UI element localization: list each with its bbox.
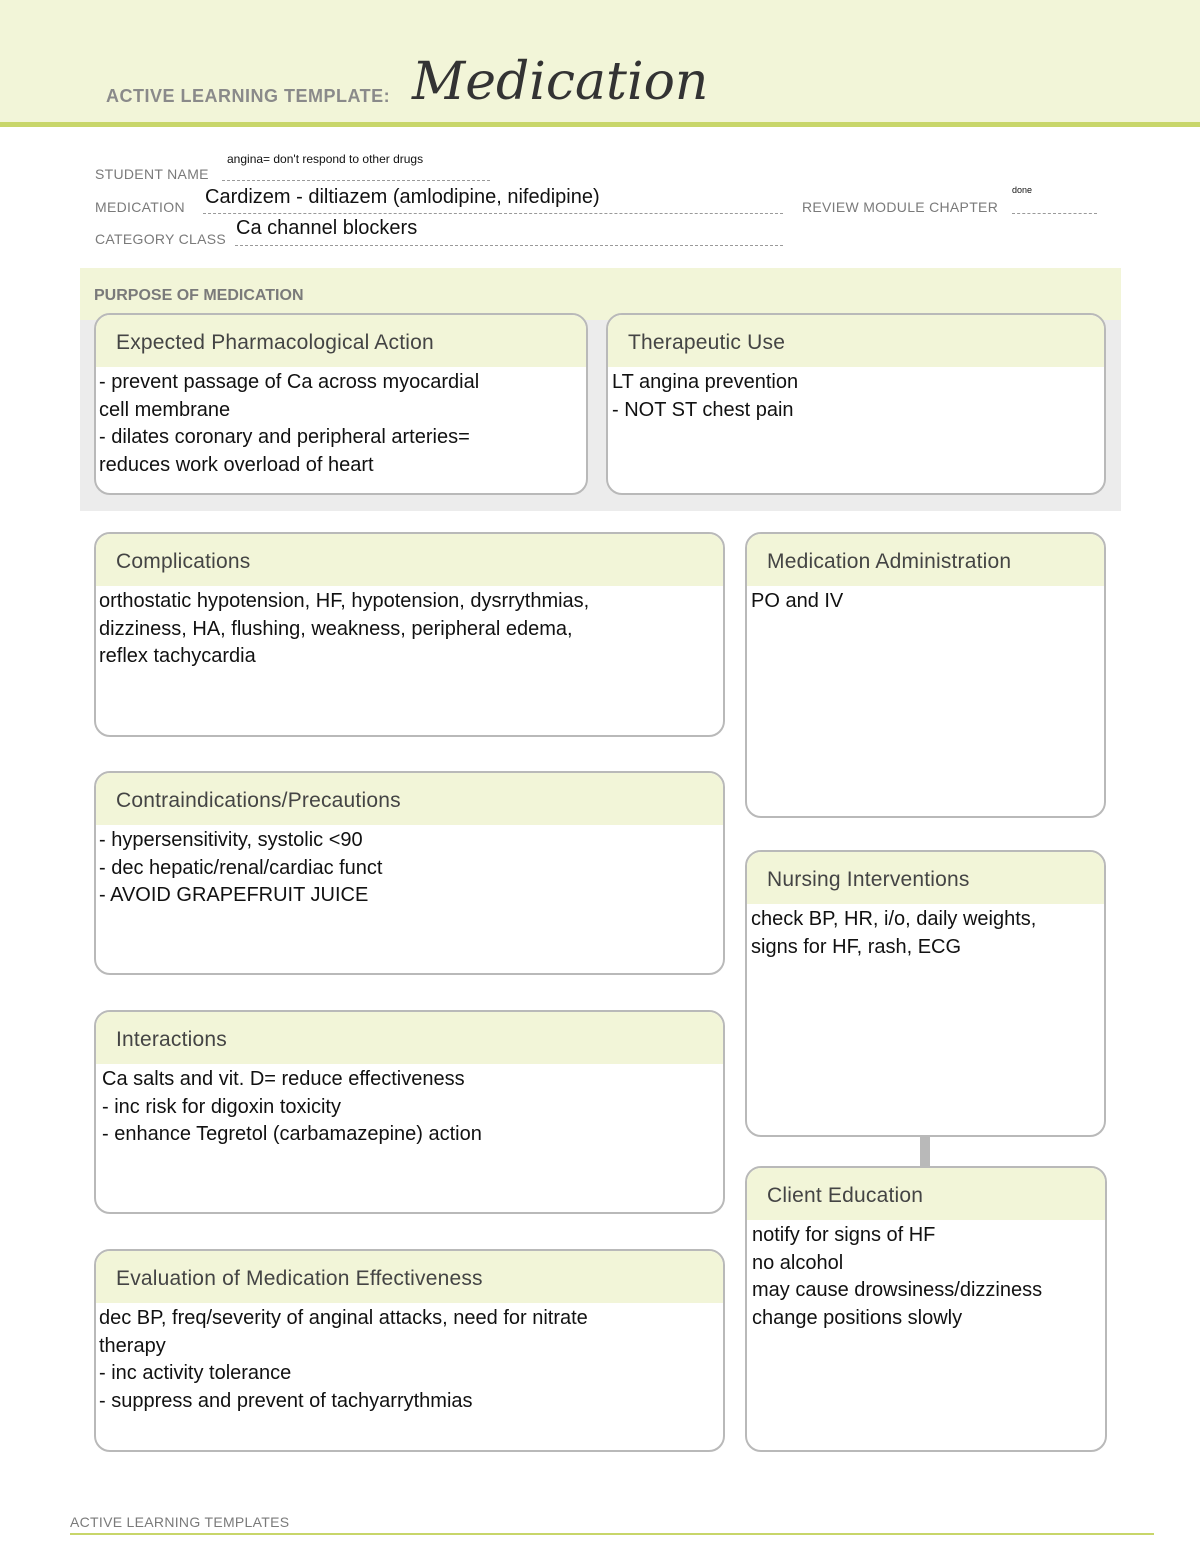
student-name-line[interactable] bbox=[222, 180, 490, 181]
review-chapter-label: REVIEW MODULE CHAPTER bbox=[802, 199, 999, 215]
category-class-value: Ca channel blockers bbox=[236, 217, 418, 239]
category-class-label: CATEGORY CLASS bbox=[95, 231, 227, 247]
expected-action-line: - prevent passage of Ca across myocardial bbox=[99, 371, 480, 393]
administration-title: Medication Administration bbox=[747, 534, 1104, 586]
expected-action-line: cell membrane bbox=[99, 398, 231, 421]
student-name-label: STUDENT NAME bbox=[95, 166, 209, 182]
header-banner bbox=[0, 0, 1200, 127]
medication-value: Cardizem - diltiazem (amlodipine, nifedipine) bbox=[205, 186, 600, 208]
administration-body bbox=[747, 586, 1104, 616]
medication-line[interactable] bbox=[203, 213, 783, 214]
administration-line: PO and IV bbox=[751, 590, 844, 612]
evaluation-line: therapy bbox=[99, 1334, 166, 1357]
evaluation-body bbox=[96, 1303, 723, 1415]
expected-action-line: reduces work overload of heart bbox=[99, 453, 374, 476]
nursing-interventions-box bbox=[745, 850, 1106, 1137]
client-education-box bbox=[745, 1166, 1107, 1452]
footer-divider bbox=[70, 1533, 1154, 1535]
box-connector bbox=[920, 1136, 930, 1166]
nursing-interventions-line: check BP, HR, i/o, daily weights, bbox=[751, 908, 1037, 930]
client-education-body bbox=[747, 1220, 1105, 1332]
therapeutic-use-body bbox=[608, 367, 1104, 424]
evaluation-line: - inc activity tolerance bbox=[99, 1362, 292, 1384]
nursing-interventions-line: signs for HF, rash, ECG bbox=[751, 935, 962, 958]
contraindications-line: - hypersensitivity, systolic <90 bbox=[99, 829, 363, 851]
purpose-label: PURPOSE OF MEDICATION bbox=[94, 287, 304, 304]
client-education-title: Client Education bbox=[747, 1168, 1105, 1220]
review-chapter-value: done bbox=[1012, 185, 1033, 195]
complications-line: orthostatic hypotension, HF, hypotension, dysrrythmias, bbox=[99, 590, 590, 612]
interactions-title: Interactions bbox=[96, 1012, 723, 1064]
client-education-line: change positions slowly bbox=[752, 1306, 963, 1329]
expected-action-body bbox=[96, 367, 586, 479]
category-class-line[interactable] bbox=[235, 245, 783, 246]
expected-action-line: - dilates coronary and peripheral arteries= bbox=[99, 426, 470, 448]
client-education-line: may cause drowsiness/dizziness bbox=[752, 1279, 1043, 1301]
contraindications-body bbox=[96, 825, 723, 910]
therapeutic-use-title: Therapeutic Use bbox=[608, 315, 1104, 367]
contraindications-box bbox=[94, 771, 725, 975]
therapeutic-use-box bbox=[606, 313, 1106, 495]
nursing-interventions-body bbox=[747, 904, 1104, 961]
contraindications-title: Contraindications/Precautions bbox=[96, 773, 723, 825]
therapeutic-use-line: - NOT ST chest pain bbox=[612, 398, 794, 421]
complications-box bbox=[94, 532, 725, 737]
interactions-body bbox=[96, 1064, 723, 1149]
complications-title: Complications bbox=[96, 534, 723, 586]
complications-line: reflex tachycardia bbox=[99, 645, 256, 667]
footer-label: ACTIVE LEARNING TEMPLATES bbox=[70, 1514, 290, 1530]
nursing-interventions-title: Nursing Interventions bbox=[747, 852, 1104, 904]
evaluation-title: Evaluation of Medication Effectiveness bbox=[96, 1251, 723, 1303]
client-education-line: notify for signs of HF bbox=[752, 1224, 936, 1246]
administration-box bbox=[745, 532, 1106, 818]
contraindications-line: - dec hepatic/renal/cardiac funct bbox=[99, 856, 383, 879]
therapeutic-use-line: LT angina prevention bbox=[612, 371, 799, 393]
review-chapter-line[interactable] bbox=[1012, 213, 1097, 214]
client-education-line: no alcohol bbox=[752, 1251, 844, 1274]
interactions-line: - enhance Tegretol (carbamazepine) action bbox=[102, 1123, 482, 1145]
complications-body bbox=[96, 586, 723, 671]
template-label: ACTIVE LEARNING TEMPLATE: bbox=[106, 86, 391, 106]
evaluation-box bbox=[94, 1249, 725, 1452]
page-title: Medication bbox=[412, 52, 709, 112]
student-name-note: angina= don't respond to other drugs bbox=[227, 152, 424, 166]
expected-action-box bbox=[94, 313, 588, 495]
interactions-box bbox=[94, 1010, 725, 1214]
contraindications-line: - AVOID GRAPEFRUIT JUICE bbox=[99, 884, 369, 906]
evaluation-line: dec BP, freq/severity of anginal attacks, need for nitrate bbox=[99, 1307, 588, 1329]
interactions-line: Ca salts and vit. D= reduce effectiveness bbox=[102, 1068, 465, 1090]
complications-line: dizziness, HA, flushing, weakness, peripheral edema, bbox=[99, 617, 573, 640]
expected-action-title: Expected Pharmacological Action bbox=[96, 315, 586, 367]
evaluation-line: - suppress and prevent of tachyarrythmias bbox=[99, 1389, 473, 1412]
interactions-line: - inc risk for digoxin toxicity bbox=[102, 1095, 341, 1118]
medication-label: MEDICATION bbox=[95, 199, 185, 215]
